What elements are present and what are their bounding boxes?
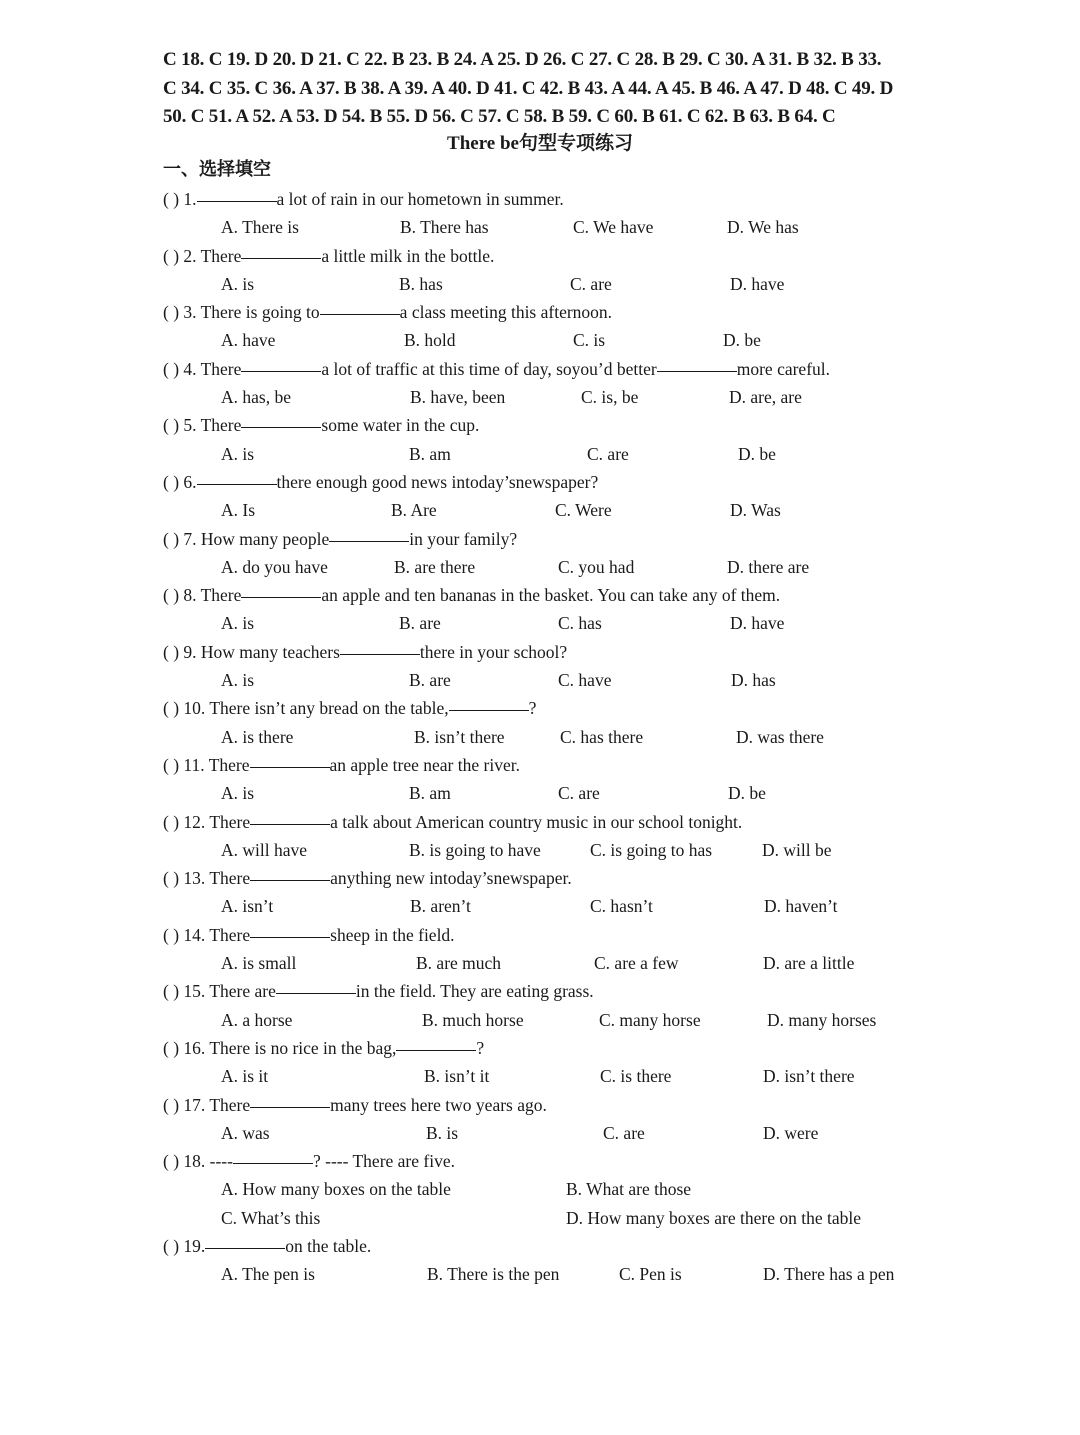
- answer-key: [163, 46, 953, 132]
- question-text: ( ) 7. How many people: [163, 528, 330, 549]
- option-b[interactable]: B. are: [399, 613, 441, 634]
- answer-blank: [250, 1106, 330, 1108]
- option-c[interactable]: C. have: [558, 670, 612, 691]
- question-13: [163, 864, 953, 892]
- options-row: [163, 1260, 953, 1288]
- question-text: on the table.: [285, 1235, 372, 1256]
- options-row: [163, 270, 953, 298]
- option-d[interactable]: D. are, are: [729, 387, 802, 408]
- option-b[interactable]: B. hold: [404, 330, 456, 351]
- question-text: in your family?: [409, 528, 518, 549]
- options-row: [163, 723, 953, 751]
- question-7: [163, 525, 953, 553]
- option-b[interactable]: B. have, been: [410, 387, 506, 408]
- option-b[interactable]: B. am: [409, 783, 451, 804]
- question-1: [163, 185, 953, 213]
- option-b[interactable]: B. Are: [391, 500, 437, 521]
- answer-blank: [241, 426, 321, 428]
- option-a[interactable]: A. is: [221, 783, 255, 804]
- option-c[interactable]: C. is there: [600, 1066, 672, 1087]
- option-c[interactable]: C. is going to has: [590, 839, 713, 860]
- answer-key-line: 50. C 51. A 52. A 53. D 54. B 55. D 56. C 57. C 58. B 59. C 60. B 61. C 62. B 63. B 64. C: [163, 106, 836, 127]
- option-d[interactable]: D. there are: [727, 556, 810, 577]
- option-b[interactable]: B. What are those: [566, 1179, 692, 1200]
- question-text: ( ) 13. There: [163, 868, 251, 889]
- question-text: ( ) 2. There: [163, 245, 242, 266]
- question-text: ( ) 18. ----: [163, 1151, 233, 1172]
- question-5: [163, 411, 953, 439]
- answer-blank: [250, 823, 330, 825]
- question-list: [163, 185, 953, 1289]
- question-text: more careful.: [736, 358, 831, 379]
- answer-blank: [233, 1162, 313, 1164]
- answer-blank: [250, 879, 330, 881]
- option-b[interactable]: B. aren’t: [410, 896, 471, 917]
- question-text: some water in the cup.: [321, 415, 480, 436]
- question-14: [163, 921, 953, 949]
- options-row: [163, 892, 953, 920]
- options-row: [163, 326, 953, 354]
- question-text: ( ) 17. There: [163, 1094, 251, 1115]
- options-row: [163, 949, 953, 977]
- answer-key-line: C 18. C 19. D 20. D 21. C 22. B 23. B 24. A 25. D 26. C 27. C 28. B 29. C 30. A 31. B 32. B 33.: [163, 49, 882, 70]
- options-row: [163, 779, 953, 807]
- option-b[interactable]: B. much horse: [422, 1009, 524, 1030]
- page-title: There be句型专项练习: [447, 133, 633, 154]
- question-text: an apple tree near the river.: [329, 754, 520, 775]
- options-row: [163, 1006, 953, 1034]
- option-d[interactable]: D. be: [728, 783, 766, 804]
- answer-blank: [657, 370, 737, 372]
- options-row: [163, 1175, 953, 1203]
- option-c[interactable]: C. Pen is: [619, 1264, 682, 1285]
- answer-blank: [197, 200, 277, 202]
- answer-blank: [340, 653, 420, 655]
- question-text: ?: [528, 698, 537, 719]
- question-text: ?: [476, 1037, 485, 1058]
- question-6: [163, 468, 953, 496]
- options-row: [163, 553, 953, 581]
- question-text: ( ) 1.: [163, 189, 197, 209]
- question-12: [163, 808, 953, 836]
- option-d[interactable]: D. haven’t: [764, 896, 838, 917]
- question-18: [163, 1147, 953, 1175]
- option-a[interactable]: A. do you have: [221, 556, 328, 577]
- option-b[interactable]: B. are much: [416, 953, 502, 974]
- option-d[interactable]: D. How many boxes are there on the table: [566, 1207, 861, 1228]
- option-c[interactable]: C. has there: [560, 726, 644, 747]
- answer-blank: [329, 540, 409, 542]
- answer-blank: [241, 257, 321, 259]
- option-a[interactable]: A. The pen is: [221, 1264, 315, 1285]
- option-c[interactable]: C. are: [603, 1122, 645, 1143]
- option-b[interactable]: B. There is the pen: [427, 1264, 560, 1285]
- option-b[interactable]: B. are: [409, 670, 451, 691]
- section-heading: 一、选择填空: [163, 159, 271, 179]
- option-c[interactable]: C. hasn’t: [590, 896, 653, 917]
- option-c[interactable]: C. is, be: [581, 387, 639, 408]
- option-d[interactable]: D. have: [730, 273, 785, 294]
- option-d[interactable]: D. have: [730, 613, 785, 634]
- option-d[interactable]: D. isn’t there: [763, 1066, 855, 1087]
- option-d[interactable]: D. There has a pen: [763, 1264, 895, 1285]
- option-d[interactable]: D. were: [763, 1122, 819, 1143]
- option-c[interactable]: C. many horse: [599, 1009, 701, 1030]
- options-row: [163, 1204, 953, 1232]
- question-text: ? ---- There are five.: [312, 1151, 455, 1172]
- question-text: ( ) 3. There is going to: [163, 302, 320, 323]
- options-row: [163, 213, 953, 241]
- options-row: [163, 440, 953, 468]
- question-text: sheep in the field.: [330, 924, 455, 945]
- question-text: an apple and ten bananas in the basket. You can take any of them.: [321, 585, 781, 606]
- answer-key-line: C 34. C 35. C 36. A 37. B 38. A 39. A 40. D 41. C 42. B 43. A 44. A 45. B 46. A 47. D 48. C 49. D: [163, 77, 894, 99]
- option-a[interactable]: A. is: [221, 670, 255, 691]
- option-a[interactable]: A. How many boxes on the table: [221, 1179, 451, 1200]
- question-8: [163, 581, 953, 609]
- option-a[interactable]: A. was: [221, 1122, 270, 1143]
- option-d[interactable]: D. are a little: [763, 953, 855, 974]
- question-text: ( ) 9. How many teachers: [163, 641, 340, 662]
- question-text: a class meeting this afternoon.: [399, 302, 613, 323]
- question-19: [163, 1232, 953, 1260]
- options-row: [163, 609, 953, 637]
- option-c[interactable]: C. are a few: [594, 953, 679, 974]
- question-text: ( ) 12. There: [163, 811, 251, 832]
- option-a[interactable]: A. isn’t: [221, 896, 274, 917]
- option-a[interactable]: A. is small: [221, 953, 297, 974]
- answer-blank: [250, 936, 330, 938]
- question-text: anything new intoday’snewspaper.: [330, 868, 572, 889]
- answer-blank: [197, 483, 277, 485]
- question-17: [163, 1091, 953, 1119]
- question-text: a lot of rain in our hometown in summer.: [276, 189, 564, 209]
- option-b[interactable]: B. isn’t there: [414, 726, 505, 747]
- option-c[interactable]: C. What’s this: [221, 1207, 321, 1228]
- option-b[interactable]: B. are there: [394, 556, 476, 577]
- question-3: [163, 298, 953, 326]
- question-text: ( ) 5. There: [163, 415, 242, 436]
- question-text: ( ) 16. There is no rice in the bag,: [163, 1037, 397, 1058]
- question-text: a little milk in the bottle.: [321, 245, 495, 266]
- option-a[interactable]: A. is it: [221, 1066, 269, 1087]
- option-a[interactable]: A. is: [221, 613, 255, 634]
- option-a[interactable]: A. There is: [221, 217, 299, 238]
- question-text: there in your school?: [419, 641, 568, 662]
- option-c[interactable]: C. is: [573, 330, 606, 351]
- options-row: [163, 496, 953, 524]
- question-text: a talk about American country music in our school tonight.: [330, 811, 743, 832]
- option-c[interactable]: C. are: [570, 273, 612, 294]
- answer-blank: [396, 1049, 476, 1051]
- options-row: [163, 1062, 953, 1090]
- question-text: ( ) 14. There: [163, 924, 251, 945]
- option-c[interactable]: C. you had: [558, 556, 635, 577]
- option-d[interactable]: D. was there: [736, 726, 824, 747]
- option-a[interactable]: A. is: [221, 443, 255, 464]
- question-text: in the field. They are eating grass.: [355, 981, 594, 1002]
- question-15: [163, 977, 953, 1005]
- option-d[interactable]: D. has: [731, 670, 776, 691]
- options-row: [163, 666, 953, 694]
- option-c[interactable]: C. are: [558, 783, 600, 804]
- option-b[interactable]: B. has: [399, 273, 443, 294]
- question-text: ( ) 6.: [163, 471, 197, 492]
- option-b[interactable]: B. isn’t it: [424, 1066, 490, 1087]
- option-b[interactable]: B. is going to have: [409, 839, 541, 860]
- answer-blank: [250, 766, 330, 768]
- option-a[interactable]: A. a horse: [221, 1009, 293, 1030]
- option-a[interactable]: A. have: [221, 330, 276, 351]
- question-text: many trees here two years ago.: [330, 1094, 547, 1115]
- answer-blank: [320, 313, 400, 315]
- question-11: [163, 751, 953, 779]
- answer-blank: [205, 1247, 285, 1249]
- option-a[interactable]: A. has, be: [221, 387, 291, 408]
- option-d[interactable]: D. be: [723, 330, 761, 351]
- answer-blank: [449, 709, 529, 711]
- question-2: [163, 242, 953, 270]
- option-d[interactable]: D. Was: [730, 500, 781, 521]
- question-text: ( ) 8. There: [163, 585, 242, 606]
- question-4: [163, 355, 953, 383]
- options-row: [163, 1119, 953, 1147]
- option-d[interactable]: D. many horses: [767, 1009, 877, 1030]
- question-text: ( ) 11. There: [163, 754, 250, 775]
- option-d[interactable]: D. will be: [762, 839, 832, 860]
- option-b[interactable]: B. is: [426, 1122, 459, 1143]
- answer-blank: [276, 992, 356, 994]
- option-c[interactable]: C. are: [587, 443, 629, 464]
- option-a[interactable]: A. is there: [221, 726, 294, 747]
- option-b[interactable]: B. am: [409, 443, 451, 464]
- question-text: ( ) 4. There: [163, 358, 242, 379]
- question-text: ( ) 19.: [163, 1235, 206, 1256]
- question-text: ( ) 15. There are: [163, 981, 276, 1002]
- option-d[interactable]: D. We has: [727, 217, 799, 238]
- question-10: [163, 694, 953, 722]
- question-16: [163, 1034, 953, 1062]
- answer-blank: [241, 596, 321, 598]
- option-c[interactable]: C. Were: [555, 500, 612, 521]
- option-b[interactable]: B. There has: [400, 217, 489, 238]
- option-d[interactable]: D. be: [738, 443, 776, 464]
- option-c[interactable]: C. has: [558, 613, 602, 634]
- options-row: [163, 383, 953, 411]
- option-a[interactable]: A. Is: [221, 500, 256, 521]
- question-text: there enough good news intoday’snewspaper?: [276, 471, 599, 492]
- option-a[interactable]: A. will have: [221, 839, 308, 860]
- question-text: a lot of traffic at this time of day, soyou’d better: [321, 358, 657, 379]
- option-a[interactable]: A. is: [221, 273, 255, 294]
- question-9: [163, 638, 953, 666]
- option-c[interactable]: C. We have: [573, 217, 654, 238]
- answer-blank: [241, 370, 321, 372]
- question-text: ( ) 10. There isn’t any bread on the table,: [163, 698, 449, 719]
- options-row: [163, 836, 953, 864]
